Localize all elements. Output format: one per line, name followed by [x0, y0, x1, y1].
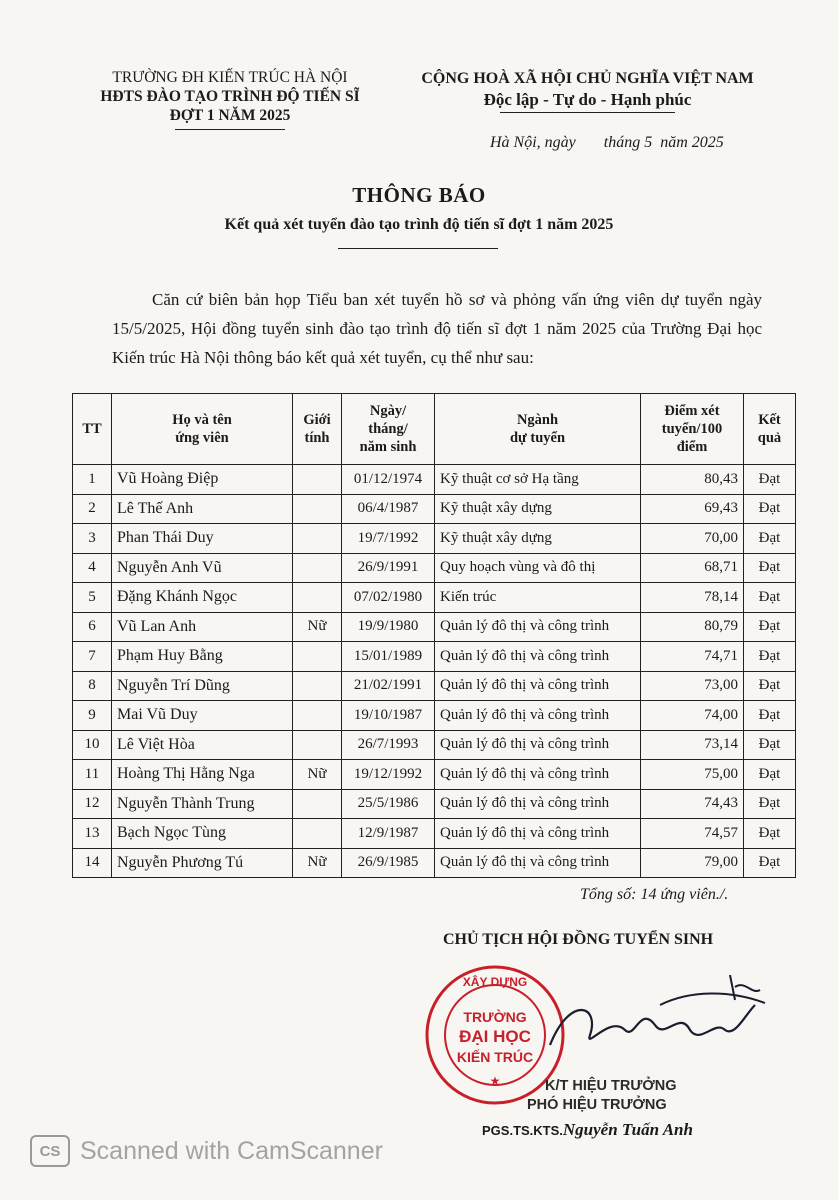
header-left-rule	[175, 129, 285, 130]
cell-result: Đạt	[744, 494, 796, 524]
camscanner-logo-icon: CS	[30, 1135, 70, 1167]
table-row	[73, 819, 796, 849]
cell-gender	[293, 524, 342, 554]
cell-tt: 3	[73, 524, 112, 554]
cell-major: Quản lý đô thị và công trình	[435, 642, 641, 672]
cell-major: Kỹ thuật cơ sở Hạ tầng	[435, 465, 641, 495]
seal-line2: ĐẠI HỌC	[459, 1027, 531, 1046]
national-title: CỘNG HOÀ XÃ HỘI CHỦ NGHĨA VIỆT NAM	[421, 70, 754, 87]
header-left	[70, 68, 390, 125]
cell-name: Nguyễn Thành Trung	[112, 789, 293, 819]
table-row	[73, 730, 796, 760]
cell-name: Nguyễn Anh Vũ	[112, 553, 293, 583]
cell-tt: 9	[73, 701, 112, 731]
table-row	[73, 553, 796, 583]
cell-major: Quản lý đô thị và công trình	[435, 730, 641, 760]
cell-dob: 21/02/1991	[342, 671, 435, 701]
cell-gender: Nữ	[293, 612, 342, 642]
cell-result: Đạt	[744, 671, 796, 701]
header-cell-result: Kết quả	[744, 394, 796, 465]
university-name: TRƯỜNG ĐH KIẾN TRÚC HÀ NỘI	[112, 69, 348, 86]
cell-score: 74,00	[641, 701, 744, 731]
cell-gender	[293, 730, 342, 760]
title-rule	[338, 248, 498, 249]
cell-score: 80,43	[641, 465, 744, 495]
table-row	[73, 642, 796, 672]
cell-score: 68,71	[641, 553, 744, 583]
cell-gender	[293, 553, 342, 583]
cell-dob: 26/7/1993	[342, 730, 435, 760]
table-row	[73, 583, 796, 613]
table-row	[73, 789, 796, 819]
cell-tt: 12	[73, 789, 112, 819]
cell-name: Vũ Hoàng Điệp	[112, 465, 293, 495]
cell-name: Mai Vũ Duy	[112, 701, 293, 731]
cell-result: Đạt	[744, 760, 796, 790]
cell-major: Quản lý đô thị và công trình	[435, 760, 641, 790]
header-cell-dob: Ngày/ tháng/ năm sinh	[342, 394, 435, 465]
cell-name: Lê Thế Anh	[112, 494, 293, 524]
cell-name: Hoàng Thị Hằng Nga	[112, 760, 293, 790]
header-right-rule	[500, 112, 675, 113]
cell-score: 73,14	[641, 730, 744, 760]
cell-result: Đạt	[744, 848, 796, 878]
seal-top-text: XÂY DỰNG	[462, 975, 528, 989]
cell-tt: 4	[73, 553, 112, 583]
cell-gender	[293, 819, 342, 849]
cell-tt: 5	[73, 583, 112, 613]
cell-result: Đạt	[744, 701, 796, 731]
cell-gender	[293, 583, 342, 613]
signer-role: PHÓ HIỆU TRƯỞNG	[527, 1097, 667, 1113]
table-row	[73, 524, 796, 554]
cell-result: Đạt	[744, 465, 796, 495]
cell-major: Kiến trúc	[435, 583, 641, 613]
header-cell-score: Điểm xét tuyển/100 điểm	[641, 394, 744, 465]
table-row	[73, 701, 796, 731]
cell-dob: 01/12/1974	[342, 465, 435, 495]
cell-dob: 25/5/1986	[342, 789, 435, 819]
cell-gender	[293, 494, 342, 524]
cell-dob: 12/9/1987	[342, 819, 435, 849]
cell-result: Đạt	[744, 789, 796, 819]
header-cell-major: Ngành dự tuyển	[435, 394, 641, 465]
cell-score: 74,57	[641, 819, 744, 849]
signer-kt: K/T HIỆU TRƯỞNG	[545, 1078, 677, 1094]
cell-score: 73,00	[641, 671, 744, 701]
camscanner-text: Scanned with CamScanner	[80, 1136, 383, 1165]
cell-dob: 26/9/1985	[342, 848, 435, 878]
cell-name: Phạm Huy Bằng	[112, 642, 293, 672]
intro-paragraph: Căn cứ biên bản họp Tiểu ban xét tuyển hồ sơ và phỏng vấn ứng viên dự tuyển ngày 15/5/2025, Hội đồng tuyển sinh đào tạo trình độ tiến sĩ đợt 1 năm 2025 của Trường Đại học Kiến trúc Hà Nội thông báo kết quả xét tuyển, cụ thể như sau:	[112, 290, 762, 367]
cell-gender	[293, 671, 342, 701]
cell-name: Vũ Lan Anh	[112, 612, 293, 642]
cell-dob: 19/12/1992	[342, 760, 435, 790]
cell-dob: 15/01/1989	[342, 642, 435, 672]
cell-result: Đạt	[744, 553, 796, 583]
cell-result: Đạt	[744, 819, 796, 849]
cell-score: 80,79	[641, 612, 744, 642]
header-cell-gender: Giới tính	[293, 394, 342, 465]
document-date: Hà Nội, ngày tháng 5 năm 2025	[490, 134, 724, 151]
svg-text:★: ★	[489, 1074, 501, 1088]
cell-dob: 26/9/1991	[342, 553, 435, 583]
cell-tt: 14	[73, 848, 112, 878]
national-motto: Độc lập - Tự do - Hạnh phúc	[483, 90, 692, 109]
cell-tt: 11	[73, 760, 112, 790]
header-right	[390, 68, 785, 110]
table-row	[73, 465, 796, 495]
cell-tt: 13	[73, 819, 112, 849]
cell-name: Bạch Ngọc Tùng	[112, 819, 293, 849]
cell-gender	[293, 701, 342, 731]
header-cell-name: Họ và tên ứng viên	[112, 394, 293, 465]
cell-major: Quản lý đô thị và công trình	[435, 789, 641, 819]
cell-gender: Nữ	[293, 848, 342, 878]
cell-result: Đạt	[744, 524, 796, 554]
cell-name: Phan Thái Duy	[112, 524, 293, 554]
cell-dob: 19/10/1987	[342, 701, 435, 731]
total-count: Tổng số: 14 ứng viên./.	[580, 886, 729, 903]
cell-tt: 8	[73, 671, 112, 701]
document-title: THÔNG BÁO	[352, 183, 486, 207]
cell-score: 75,00	[641, 760, 744, 790]
cell-name: Lê Việt Hòa	[112, 730, 293, 760]
cell-gender	[293, 642, 342, 672]
cell-tt: 2	[73, 494, 112, 524]
cell-major: Quản lý đô thị và công trình	[435, 671, 641, 701]
cell-result: Đạt	[744, 730, 796, 760]
cell-gender	[293, 789, 342, 819]
cell-score: 79,00	[641, 848, 744, 878]
seal-line1: TRƯỜNG	[463, 1009, 527, 1025]
round-label: ĐỢT 1 NĂM 2025	[169, 107, 291, 124]
cell-major: Kỹ thuật xây dựng	[435, 494, 641, 524]
cell-major: Quản lý đô thị và công trình	[435, 819, 641, 849]
council-name: HĐTS ĐÀO TẠO TRÌNH ĐỘ TIẾN SĨ	[100, 88, 360, 105]
cell-tt: 1	[73, 465, 112, 495]
document-subtitle: Kết quả xét tuyển đào tạo trình độ tiến sĩ đợt 1 năm 2025	[224, 216, 614, 233]
cell-score: 74,71	[641, 642, 744, 672]
cell-dob: 19/7/1992	[342, 524, 435, 554]
camscanner-watermark	[30, 1135, 383, 1167]
cell-result: Đạt	[744, 642, 796, 672]
signer-name: Nguyễn Tuấn Anh	[562, 1120, 693, 1139]
table-row	[73, 494, 796, 524]
seal-line3: KIẾN TRÚC	[456, 1049, 534, 1065]
cell-name: Đặng Khánh Ngọc	[112, 583, 293, 613]
handwritten-signature	[540, 975, 780, 1080]
cell-dob: 19/9/1980	[342, 612, 435, 642]
cell-major: Kỹ thuật xây dựng	[435, 524, 641, 554]
cell-dob: 06/4/1987	[342, 494, 435, 524]
signer-name-line	[482, 1120, 693, 1140]
table-row	[73, 760, 796, 790]
results-table	[72, 393, 796, 878]
cell-major: Quản lý đô thị và công trình	[435, 848, 641, 878]
cell-gender: Nữ	[293, 760, 342, 790]
cell-gender	[293, 465, 342, 495]
cell-major: Quản lý đô thị và công trình	[435, 701, 641, 731]
cell-major: Quy hoạch vùng và đô thị	[435, 553, 641, 583]
cell-score: 74,43	[641, 789, 744, 819]
table-row	[73, 848, 796, 878]
cell-score: 70,00	[641, 524, 744, 554]
cell-tt: 6	[73, 612, 112, 642]
table-row	[73, 671, 796, 701]
cell-result: Đạt	[744, 612, 796, 642]
table-row	[73, 612, 796, 642]
cell-tt: 10	[73, 730, 112, 760]
cell-name: Nguyễn Phương Tú	[112, 848, 293, 878]
table-body	[73, 465, 796, 878]
cell-result: Đạt	[744, 583, 796, 613]
table-header-row	[73, 394, 796, 465]
header-cell-tt: TT	[73, 394, 112, 465]
cell-major: Quản lý đô thị và công trình	[435, 612, 641, 642]
signer-degree: PGS.TS.KTS.	[482, 1123, 563, 1138]
cell-score: 69,43	[641, 494, 744, 524]
chair-title: CHỦ TỊCH HỘI ĐỒNG TUYỂN SINH	[443, 931, 714, 948]
cell-name: Nguyễn Trí Dũng	[112, 671, 293, 701]
cell-tt: 7	[73, 642, 112, 672]
cell-dob: 07/02/1980	[342, 583, 435, 613]
cell-score: 78,14	[641, 583, 744, 613]
